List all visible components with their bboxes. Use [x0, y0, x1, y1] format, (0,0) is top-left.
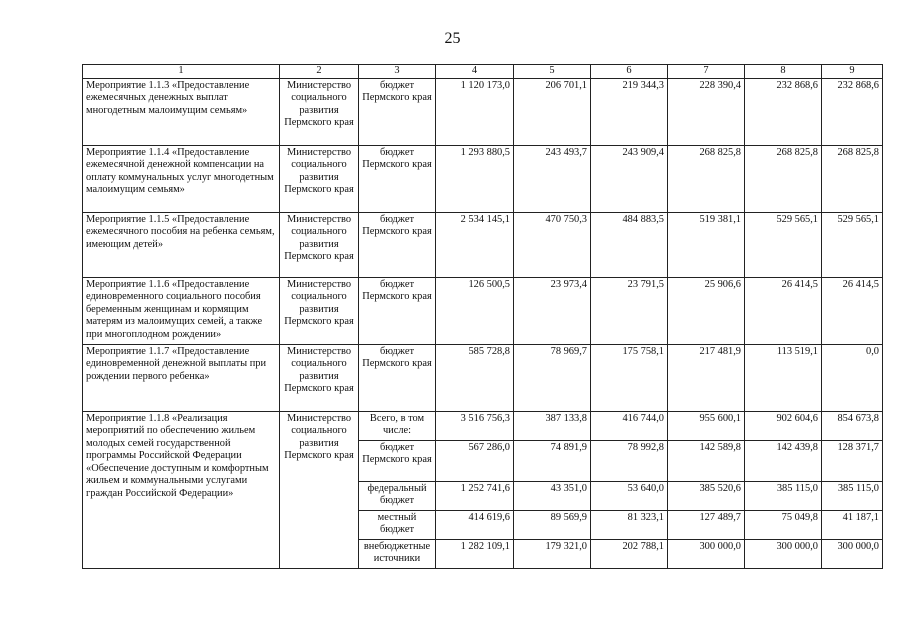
- column-number: 2: [280, 65, 359, 79]
- amount-cell: 484 883,5: [591, 212, 668, 277]
- amount-cell: 243 493,7: [514, 145, 591, 212]
- amount-cell: 78 992,8: [591, 440, 668, 481]
- amount-cell: 228 390,4: [668, 78, 745, 145]
- column-number: 4: [436, 65, 514, 79]
- amount-cell: 243 909,4: [591, 145, 668, 212]
- amount-cell: 232 868,6: [745, 78, 822, 145]
- agency-cell: Министерство социального развития Пермского края: [280, 277, 359, 344]
- amount-cell: 529 565,1: [822, 212, 883, 277]
- amount-cell: 1 120 173,0: [436, 78, 514, 145]
- amount-cell: 416 744,0: [591, 411, 668, 440]
- funding-source-cell: бюджет Пермского края: [359, 277, 436, 344]
- amount-cell: 41 187,1: [822, 510, 883, 539]
- agency-cell: Министерство социального развития Пермского края: [280, 411, 359, 568]
- funding-source-cell: бюджет Пермского края: [359, 78, 436, 145]
- amount-cell: 179 321,0: [514, 539, 591, 568]
- funding-source-cell: бюджет Пермского края: [359, 344, 436, 411]
- amount-cell: 175 758,1: [591, 344, 668, 411]
- amount-cell: 385 115,0: [822, 481, 883, 510]
- table-row: [83, 78, 883, 145]
- amount-cell: 74 891,9: [514, 440, 591, 481]
- amount-cell: 202 788,1: [591, 539, 668, 568]
- amount-cell: 53 640,0: [591, 481, 668, 510]
- amount-cell: 217 481,9: [668, 344, 745, 411]
- page-number: 25: [444, 30, 461, 47]
- amount-cell: 519 381,1: [668, 212, 745, 277]
- amount-cell: 206 701,1: [514, 78, 591, 145]
- column-number-row: [83, 65, 883, 79]
- table-row: [83, 212, 883, 277]
- activity-cell: Мероприятие 1.1.6 «Предоставление единовременного социального пособия беременным женщинам и кормящим матерям из малоимущих семей, а также при многоплодном рождении»: [83, 277, 280, 344]
- amount-cell: 128 371,7: [822, 440, 883, 481]
- amount-cell: 3 516 756,3: [436, 411, 514, 440]
- activity-cell: Мероприятие 1.1.5 «Предоставление ежемесячного пособия на ребенка семьям, имеющим детей»: [83, 212, 280, 277]
- amount-cell: 1 252 741,6: [436, 481, 514, 510]
- column-number: 3: [359, 65, 436, 79]
- table-row: [83, 277, 883, 344]
- amount-cell: 25 906,6: [668, 277, 745, 344]
- agency-cell: Министерство социального развития Пермского края: [280, 344, 359, 411]
- table-row: [83, 344, 883, 411]
- amount-cell: 955 600,1: [668, 411, 745, 440]
- funding-source-cell: местный бюджет: [359, 510, 436, 539]
- amount-cell: 126 500,5: [436, 277, 514, 344]
- amount-cell: 75 049,8: [745, 510, 822, 539]
- amount-cell: 142 439,8: [745, 440, 822, 481]
- amount-cell: 414 619,6: [436, 510, 514, 539]
- amount-cell: 385 115,0: [745, 481, 822, 510]
- column-number: 6: [591, 65, 668, 79]
- amount-cell: 268 825,8: [668, 145, 745, 212]
- funding-source-cell: внебюджетные источники: [359, 539, 436, 568]
- amount-cell: 23 791,5: [591, 277, 668, 344]
- amount-cell: 567 286,0: [436, 440, 514, 481]
- amount-cell: 89 569,9: [514, 510, 591, 539]
- activity-cell: Мероприятие 1.1.7 «Предоставление единовременной денежной выплаты при рождении первого ребенка»: [83, 344, 280, 411]
- funding-source-cell: Всего, в том числе:: [359, 411, 436, 440]
- amount-cell: 585 728,8: [436, 344, 514, 411]
- amount-cell: 43 351,0: [514, 481, 591, 510]
- amount-cell: 232 868,6: [822, 78, 883, 145]
- amount-cell: 219 344,3: [591, 78, 668, 145]
- amount-cell: 529 565,1: [745, 212, 822, 277]
- activity-cell: Мероприятие 1.1.4 «Предоставление ежемесячной денежной компенсации на оплату коммунальных услуг многодетным малоимущим семьям»: [83, 145, 280, 212]
- amount-cell: 470 750,3: [514, 212, 591, 277]
- amount-cell: 902 604,6: [745, 411, 822, 440]
- amount-cell: 300 000,0: [745, 539, 822, 568]
- amount-cell: 1 293 880,5: [436, 145, 514, 212]
- amount-cell: 268 825,8: [745, 145, 822, 212]
- amount-cell: 26 414,5: [822, 277, 883, 344]
- amount-cell: 1 282 109,1: [436, 539, 514, 568]
- amount-cell: 385 520,6: [668, 481, 745, 510]
- column-number: 9: [822, 65, 883, 79]
- amount-cell: 78 969,7: [514, 344, 591, 411]
- agency-cell: Министерство социального развития Пермского края: [280, 212, 359, 277]
- amount-cell: 300 000,0: [668, 539, 745, 568]
- amount-cell: 300 000,0: [822, 539, 883, 568]
- amount-cell: 81 323,1: [591, 510, 668, 539]
- amount-cell: 127 489,7: [668, 510, 745, 539]
- amount-cell: 2 534 145,1: [436, 212, 514, 277]
- activity-cell: Мероприятие 1.1.3 «Предоставление ежемесячных денежных выплат многодетным малоимущим семьям»: [83, 78, 280, 145]
- funding-source-cell: бюджет Пермского края: [359, 145, 436, 212]
- funding-source-cell: федеральный бюджет: [359, 481, 436, 510]
- table-row: [83, 411, 883, 440]
- column-number: 5: [514, 65, 591, 79]
- funding-source-cell: бюджет Пермского края: [359, 440, 436, 481]
- column-number: 7: [668, 65, 745, 79]
- amount-cell: 113 519,1: [745, 344, 822, 411]
- amount-cell: 0,0: [822, 344, 883, 411]
- activity-cell: Мероприятие 1.1.8 «Реализация мероприятий по обеспечению жильем молодых семей государственной программы Российской Федерации «Обеспечение доступным и комфортным жильем и коммунальными услугами граждан Российской Федерации»: [83, 411, 280, 568]
- table-row: [83, 145, 883, 212]
- amount-cell: 26 414,5: [745, 277, 822, 344]
- agency-cell: Министерство социального развития Пермского края: [280, 78, 359, 145]
- agency-cell: Министерство социального развития Пермского края: [280, 145, 359, 212]
- amount-cell: 142 589,8: [668, 440, 745, 481]
- table-body: [83, 65, 883, 569]
- column-number: 8: [745, 65, 822, 79]
- column-number: 1: [83, 65, 280, 79]
- budget-table: [82, 64, 883, 569]
- amount-cell: 268 825,8: [822, 145, 883, 212]
- amount-cell: 387 133,8: [514, 411, 591, 440]
- funding-source-cell: бюджет Пермского края: [359, 212, 436, 277]
- amount-cell: 23 973,4: [514, 277, 591, 344]
- amount-cell: 854 673,8: [822, 411, 883, 440]
